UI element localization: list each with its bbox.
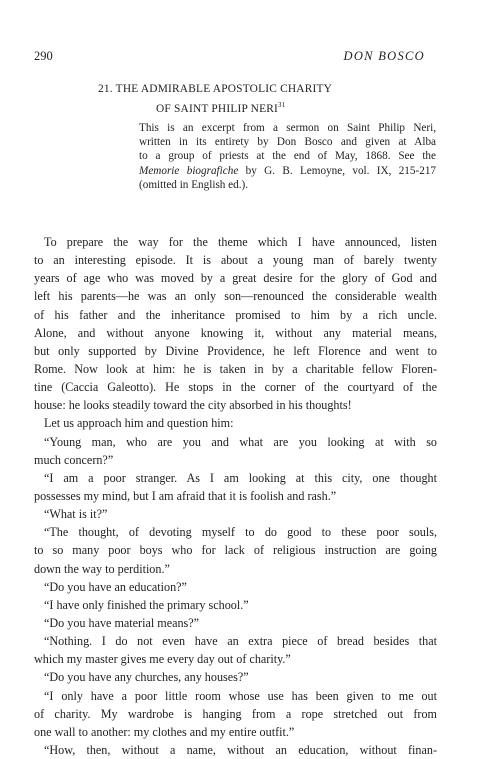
body-line: possesses my mind, but I am afraid that it is foolish and rash.” bbox=[34, 488, 337, 503]
intro-line: to a group of priests at the end of May, 1868. See the bbox=[139, 150, 436, 163]
body-line: to so many poor boys who for lack of religious instruction are going bbox=[34, 543, 437, 558]
page-header bbox=[34, 49, 425, 65]
chapter-title-line-2-text: OF SAINT PHILIP NERI bbox=[156, 102, 279, 115]
body-line: “Nothing. I do not even have an extra piece of bread besides that bbox=[44, 634, 437, 649]
chapter-title bbox=[98, 82, 398, 117]
body-line: house: he looks steadily toward the city absorbed in his thoughts! bbox=[34, 398, 352, 413]
intro-note bbox=[139, 121, 436, 192]
body-line: “Young man, who are you and what are you looking at with so bbox=[44, 434, 437, 449]
body-line: “I only have a poor little room whose use has been given to me out bbox=[44, 688, 437, 703]
body-line: of charity. My wardrobe is hanging from a rope stretched out from bbox=[34, 706, 437, 721]
intro-line bbox=[139, 164, 436, 178]
intro-line: written in its entirety by Don Bosco and given at Alba bbox=[139, 136, 436, 149]
running-head: DON BOSCO bbox=[343, 49, 425, 63]
chapter-title-line-2 bbox=[98, 98, 398, 118]
body-line: which my master gives me every day out of charity.” bbox=[34, 652, 291, 667]
body-line: to an interesting episode. It is about a young man of barely twenty bbox=[34, 253, 437, 268]
body-line: left his parents—he was an only son—renounced the considerable wealth bbox=[34, 289, 437, 304]
body-line: but only supported by Divine Providence, he left Florence and went to bbox=[34, 343, 437, 358]
body-line: “I have only finished the primary school.” bbox=[44, 597, 249, 612]
chapter-title-line-1: 21. THE ADMIRABLE APOSTOLIC CHARITY bbox=[98, 83, 333, 95]
body-line: much concern?” bbox=[34, 452, 114, 467]
intro-work-title: Memorie biografiche bbox=[139, 164, 239, 177]
body-line: “Do you have material means?” bbox=[44, 615, 200, 630]
body-line: “Do you have an education?” bbox=[44, 579, 187, 594]
body-line: “I am a poor stranger. As I am looking at this city, one thought bbox=[44, 470, 437, 485]
body-line: “Do you have any churches, any houses?” bbox=[44, 670, 249, 685]
page-number: 290 bbox=[34, 49, 53, 63]
body-line: down the way to perdition.” bbox=[34, 561, 170, 576]
body-line: To prepare the way for the theme which I have announced, listen bbox=[44, 235, 437, 249]
body-line: tine (Caccia Galeotto). He stops in the corner of the courtyard of the bbox=[34, 380, 437, 395]
body-line: one wall to another: my clothes and my entire outfit.” bbox=[34, 724, 295, 739]
body-line: Alone, and without anyone knowing it, without any material means, bbox=[34, 325, 437, 340]
body-line: “What is it?” bbox=[44, 507, 108, 522]
footnote-reference: 31 bbox=[278, 100, 286, 109]
intro-line-rest: by G. B. Lemoyne, vol. IX, 215-217 bbox=[238, 164, 437, 177]
intro-line: (omitted in English ed.). bbox=[139, 178, 249, 191]
body-line: “How, then, without a name, without an education, without finan- bbox=[44, 742, 437, 757]
body-line: “The thought, of devoting myself to do good to these poor souls, bbox=[44, 525, 437, 540]
intro-line: This is an excerpt from a sermon on Saint Philip Neri, bbox=[139, 122, 436, 134]
body-line: Rome. Now look at him: he is taken in by a charitable fellow Floren- bbox=[34, 361, 437, 376]
body-text bbox=[34, 233, 437, 759]
body-line: of his father and the inheritance promised to him by a rich uncle. bbox=[34, 307, 437, 322]
body-line: years of age who was moved by a great desire for the glory of God and bbox=[34, 271, 437, 286]
body-line: Let us approach him and question him: bbox=[44, 416, 234, 431]
